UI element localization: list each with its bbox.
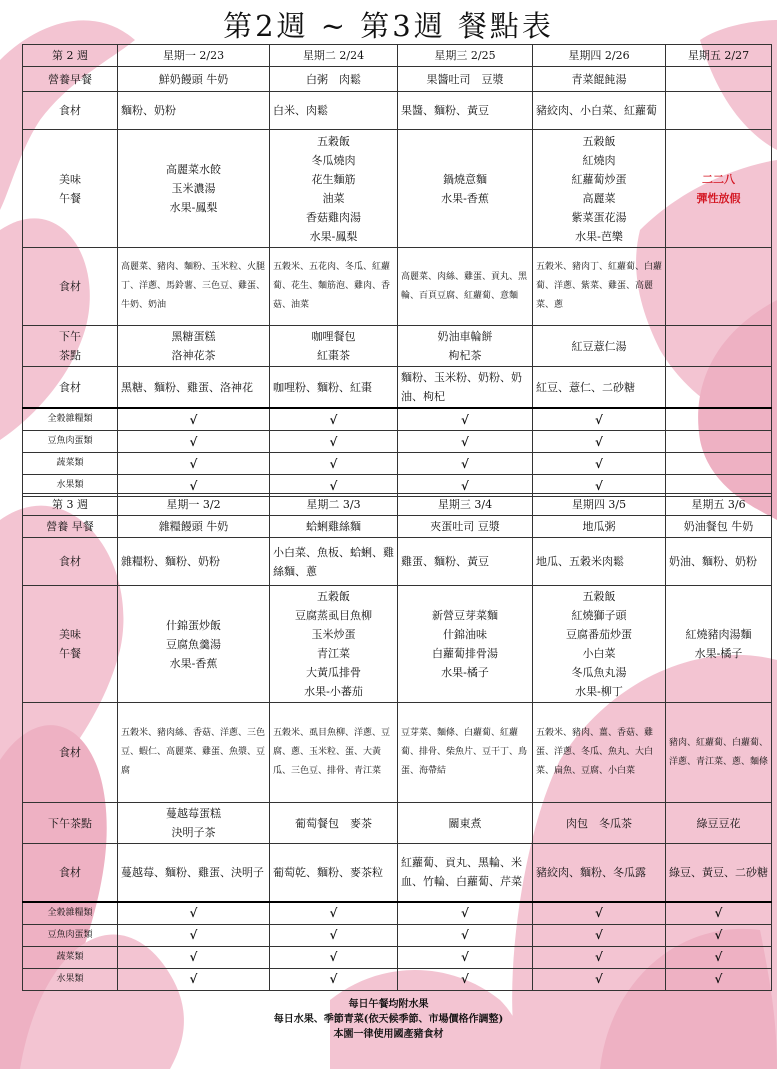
- day-header: 星期五 2/27: [666, 45, 772, 67]
- menu-cell: 雜糧粉、麵粉、奶粉: [118, 538, 270, 586]
- menu-cell: 肉包 冬瓜茶: [533, 803, 666, 844]
- menu-cell: 葡萄餐包 麥茶: [270, 803, 398, 844]
- check-mark: √: [270, 946, 398, 968]
- menu-cell: 五穀米、豬肉丁、紅蘿蔔、白蘿蔔、洋蔥、紫菜、雞蛋、高麗菜、蔥: [533, 248, 666, 326]
- menu-cell: 小白菜、魚板、蛤蜊、雞絲麵、蔥: [270, 538, 398, 586]
- menu-cell: 夾蛋吐司 豆漿: [398, 516, 533, 538]
- row-label: 下午茶點: [23, 803, 118, 844]
- menu-cell: 豆芽菜、麵條、白蘿蔔、紅蘿蔔、排骨、柴魚片、豆干丁、鳥蛋、海帶結: [398, 703, 533, 803]
- food-group-label: 豆魚肉蛋類: [23, 924, 118, 946]
- menu-cell: 什錦蛋炒飯 豆腐魚羹湯 水果-香蕉: [118, 586, 270, 703]
- footer-note-fruit: 每日午餐均附水果: [348, 999, 429, 1010]
- menu-cell: 五穀米、虱目魚柳、洋蔥、豆腐、蔥、玉米粒、蛋、大黃瓜、三色豆、排骨、青江菜: [270, 703, 398, 803]
- row-label: 食材: [23, 92, 118, 130]
- menu-cell: 鮮奶饅頭 牛奶: [118, 67, 270, 92]
- header-row: [23, 494, 772, 516]
- page-title: 第2週 ~ 第3週 餐點表: [223, 9, 554, 43]
- breakfast-ingredients-row: [23, 92, 772, 130]
- check-mark: √: [533, 408, 666, 431]
- check-mark: √: [118, 968, 270, 990]
- row-label: 美味 午餐: [23, 130, 118, 248]
- menu-cell: 白粥 肉鬆: [270, 67, 398, 92]
- menu-cell: 雜糧饅頭 牛奶: [118, 516, 270, 538]
- check-mark: √: [118, 902, 270, 925]
- menu-cell: 果醬、麵粉、黃豆: [398, 92, 533, 130]
- menu-cell: 高麗菜、豬肉、麵粉、玉米粒、火腿丁、洋蔥、馬鈴薯、三色豆、雞蛋、牛奶、奶油: [118, 248, 270, 326]
- check-mark: [666, 408, 772, 431]
- row-label: 營養早餐: [23, 67, 118, 92]
- food-group-row: [23, 968, 772, 990]
- menu-cell: 蔓越莓、麵粉、雞蛋、決明子: [118, 844, 270, 902]
- lunch-ingredients-row: [23, 248, 772, 326]
- check-mark: √: [118, 431, 270, 453]
- footer-note-season: 每日水果、季節青菜(依天候季節、市場價格作調整): [273, 1014, 504, 1025]
- week-label: 第 2 週: [23, 45, 118, 67]
- snack-row: [23, 326, 772, 367]
- food-group-label: 豆魚肉蛋類: [23, 431, 118, 453]
- check-mark: √: [398, 968, 533, 990]
- day-header: 星期一 2/23: [118, 45, 270, 67]
- check-mark: √: [398, 431, 533, 453]
- menu-cell: 奶油、麵粉、奶粉: [666, 538, 772, 586]
- lunch-row: [23, 586, 772, 703]
- menu-cell: 果醬吐司 豆漿: [398, 67, 533, 92]
- menu-cell: 青菜餛飩湯: [533, 67, 666, 92]
- menu-cell: 五穀飯 冬瓜燒肉 花生麵筋 油菜 香菇雞肉湯 水果-鳳梨: [270, 130, 398, 248]
- menu-cell: 奶油餐包 牛奶: [666, 516, 772, 538]
- menu-cell: 咖哩粉、麵粉、紅棗: [270, 367, 398, 409]
- lunch-row: [23, 130, 772, 248]
- check-mark: √: [533, 946, 666, 968]
- day-header: 星期四 3/5: [533, 494, 666, 516]
- food-group-label: 蔬菜類: [23, 946, 118, 968]
- menu-cell: [666, 326, 772, 367]
- day-header: 星期五 3/6: [666, 494, 772, 516]
- menu-cell: 高麗菜、肉絲、雞蛋、貢丸、黑輪、百頁豆腐、紅蘿蔔、意麵: [398, 248, 533, 326]
- menu-cell: 豬肉、紅蘿蔔、白蘿蔔、洋蔥、青江菜、蔥、麵條: [666, 703, 772, 803]
- check-mark: [666, 453, 772, 475]
- check-mark: [666, 431, 772, 453]
- check-mark: √: [533, 431, 666, 453]
- menu-cell: 麵粉、奶粉: [118, 92, 270, 130]
- check-mark: √: [398, 475, 533, 497]
- menu-cell: [666, 92, 772, 130]
- check-mark: √: [118, 453, 270, 475]
- menu-cell: 紅豆、薏仁、二砂糖: [533, 367, 666, 409]
- menu-cell: 黑糖蛋糕 洛神花茶: [118, 326, 270, 367]
- day-header: 星期二 2/24: [270, 45, 398, 67]
- week-label: 第 3 週: [23, 494, 118, 516]
- menu-cell: 雞蛋、麵粉、黃豆: [398, 538, 533, 586]
- menu-cell: 關東煮: [398, 803, 533, 844]
- week3-menu-table: [22, 493, 772, 991]
- check-mark: √: [270, 453, 398, 475]
- day-header: 星期三 3/4: [398, 494, 533, 516]
- footer-note-pork: 本園一律使用國產豬食材: [333, 1029, 444, 1040]
- day-header: 星期三 2/25: [398, 45, 533, 67]
- menu-cell: 黑糖、麵粉、雞蛋、洛神花: [118, 367, 270, 409]
- check-mark: √: [270, 431, 398, 453]
- row-label: 食材: [23, 703, 118, 803]
- menu-cell: 高麗菜水餃 玉米濃湯 水果-鳳梨: [118, 130, 270, 248]
- menu-cell: 蔓越莓蛋糕 決明子茶: [118, 803, 270, 844]
- check-mark: √: [666, 946, 772, 968]
- snack-ingredients-row: [23, 844, 772, 902]
- menu-cell: 綠豆豆花: [666, 803, 772, 844]
- food-group-label: 水果類: [23, 475, 118, 497]
- menu-cell: 鍋燒意麵 水果-香蕉: [398, 130, 533, 248]
- row-label: 營養 早餐: [23, 516, 118, 538]
- check-mark: √: [398, 924, 533, 946]
- menu-cell: 五穀飯 紅燒肉 紅蘿蔔炒蛋 高麗菜 紫菜蛋花湯 水果-芭樂: [533, 130, 666, 248]
- row-label: 美味 午餐: [23, 586, 118, 703]
- food-group-row: [23, 453, 772, 475]
- food-group-row: [23, 924, 772, 946]
- food-group-label: 蔬菜類: [23, 453, 118, 475]
- food-group-row: [23, 431, 772, 453]
- menu-cell: 紅蘿蔔、貢丸、黑輪、米血、竹輪、白蘿蔔、芹菜: [398, 844, 533, 902]
- day-header: 星期一 3/2: [118, 494, 270, 516]
- menu-cell: 蛤蜊雞絲麵: [270, 516, 398, 538]
- menu-cell: 地瓜、五穀米肉鬆: [533, 538, 666, 586]
- day-header: 星期二 3/3: [270, 494, 398, 516]
- menu-cell: 麵粉、玉米粉、奶粉、奶油、枸杞: [398, 367, 533, 409]
- row-label: 食材: [23, 248, 118, 326]
- check-mark: √: [666, 902, 772, 925]
- check-mark: √: [118, 924, 270, 946]
- menu-cell: 咖哩餐包 紅棗茶: [270, 326, 398, 367]
- row-label: 食材: [23, 367, 118, 409]
- menu-cell: 奶油車輪餅 枸杞茶: [398, 326, 533, 367]
- row-label: 食材: [23, 844, 118, 902]
- row-label: 下午 茶點: [23, 326, 118, 367]
- menu-cell: 豬絞肉、麵粉、冬瓜露: [533, 844, 666, 902]
- check-mark: √: [270, 924, 398, 946]
- snack-ingredients-row: [23, 367, 772, 409]
- food-group-label: 水果類: [23, 968, 118, 990]
- menu-cell: [666, 367, 772, 409]
- check-mark: √: [118, 946, 270, 968]
- check-mark: √: [533, 453, 666, 475]
- menu-cell: 五穀米、五花肉、冬瓜、紅蘿蔔、花生、麵筋泡、雞肉、香菇、油菜: [270, 248, 398, 326]
- check-mark: √: [270, 408, 398, 431]
- menu-cell: [666, 67, 772, 92]
- check-mark: √: [398, 902, 533, 925]
- breakfast-ingredients-row: [23, 538, 772, 586]
- week2-menu-table: [22, 44, 772, 497]
- menu-cell: 五穀米、豬肉絲、香菇、洋蔥、三色豆、蝦仁、高麗菜、雞蛋、魚漿、豆腐: [118, 703, 270, 803]
- check-mark: √: [533, 924, 666, 946]
- check-mark: √: [533, 968, 666, 990]
- menu-cell: 白米、肉鬆: [270, 92, 398, 130]
- check-mark: √: [398, 408, 533, 431]
- check-mark: √: [666, 968, 772, 990]
- menu-cell: 新營豆芽菜麵 什錦油味 白蘿蔔排骨湯 水果-橘子: [398, 586, 533, 703]
- breakfast-row: [23, 516, 772, 538]
- check-mark: √: [270, 902, 398, 925]
- check-mark: √: [398, 453, 533, 475]
- check-mark: √: [398, 946, 533, 968]
- row-label: 食材: [23, 538, 118, 586]
- check-mark: √: [270, 475, 398, 497]
- menu-cell: 五穀飯 紅燒獅子頭 豆腐番茄炒蛋 小白菜 冬瓜魚丸湯 水果-柳丁: [533, 586, 666, 703]
- menu-cell: 紅豆薏仁湯: [533, 326, 666, 367]
- day-header: 星期四 2/26: [533, 45, 666, 67]
- menu-cell: 五穀米、豬肉、薑、香菇、雞蛋、洋蔥、冬瓜、魚丸、大白菜、扁魚、豆腐、小白菜: [533, 703, 666, 803]
- holiday-note: 二二八 彈性放假: [666, 130, 772, 248]
- menu-cell: 豬絞肉、小白菜、紅蘿蔔: [533, 92, 666, 130]
- breakfast-row: [23, 67, 772, 92]
- menu-cell: 地瓜粥: [533, 516, 666, 538]
- check-mark: √: [533, 902, 666, 925]
- check-mark: √: [118, 408, 270, 431]
- menu-cell: 葡萄乾、麵粉、麥茶粒: [270, 844, 398, 902]
- check-mark: √: [666, 924, 772, 946]
- food-group-label: 全穀雜糧類: [23, 902, 118, 925]
- check-mark: √: [118, 475, 270, 497]
- header-row: [23, 45, 772, 67]
- check-mark: √: [533, 475, 666, 497]
- check-mark: √: [270, 968, 398, 990]
- menu-cell: 紅燒豬肉湯麵 水果-橘子: [666, 586, 772, 703]
- snack-row: [23, 803, 772, 844]
- lunch-ingredients-row: [23, 703, 772, 803]
- food-group-row: [23, 946, 772, 968]
- menu-cell: [666, 248, 772, 326]
- food-group-label: 全穀雜糧類: [23, 408, 118, 431]
- food-group-row: [23, 408, 772, 431]
- menu-cell: 五穀飯 豆腐蒸虱目魚柳 玉米炒蛋 青江菜 大黃瓜排骨 水果-小蕃茄: [270, 586, 398, 703]
- menu-cell: 綠豆、黃豆、二砂糖: [666, 844, 772, 902]
- food-group-row: [23, 902, 772, 925]
